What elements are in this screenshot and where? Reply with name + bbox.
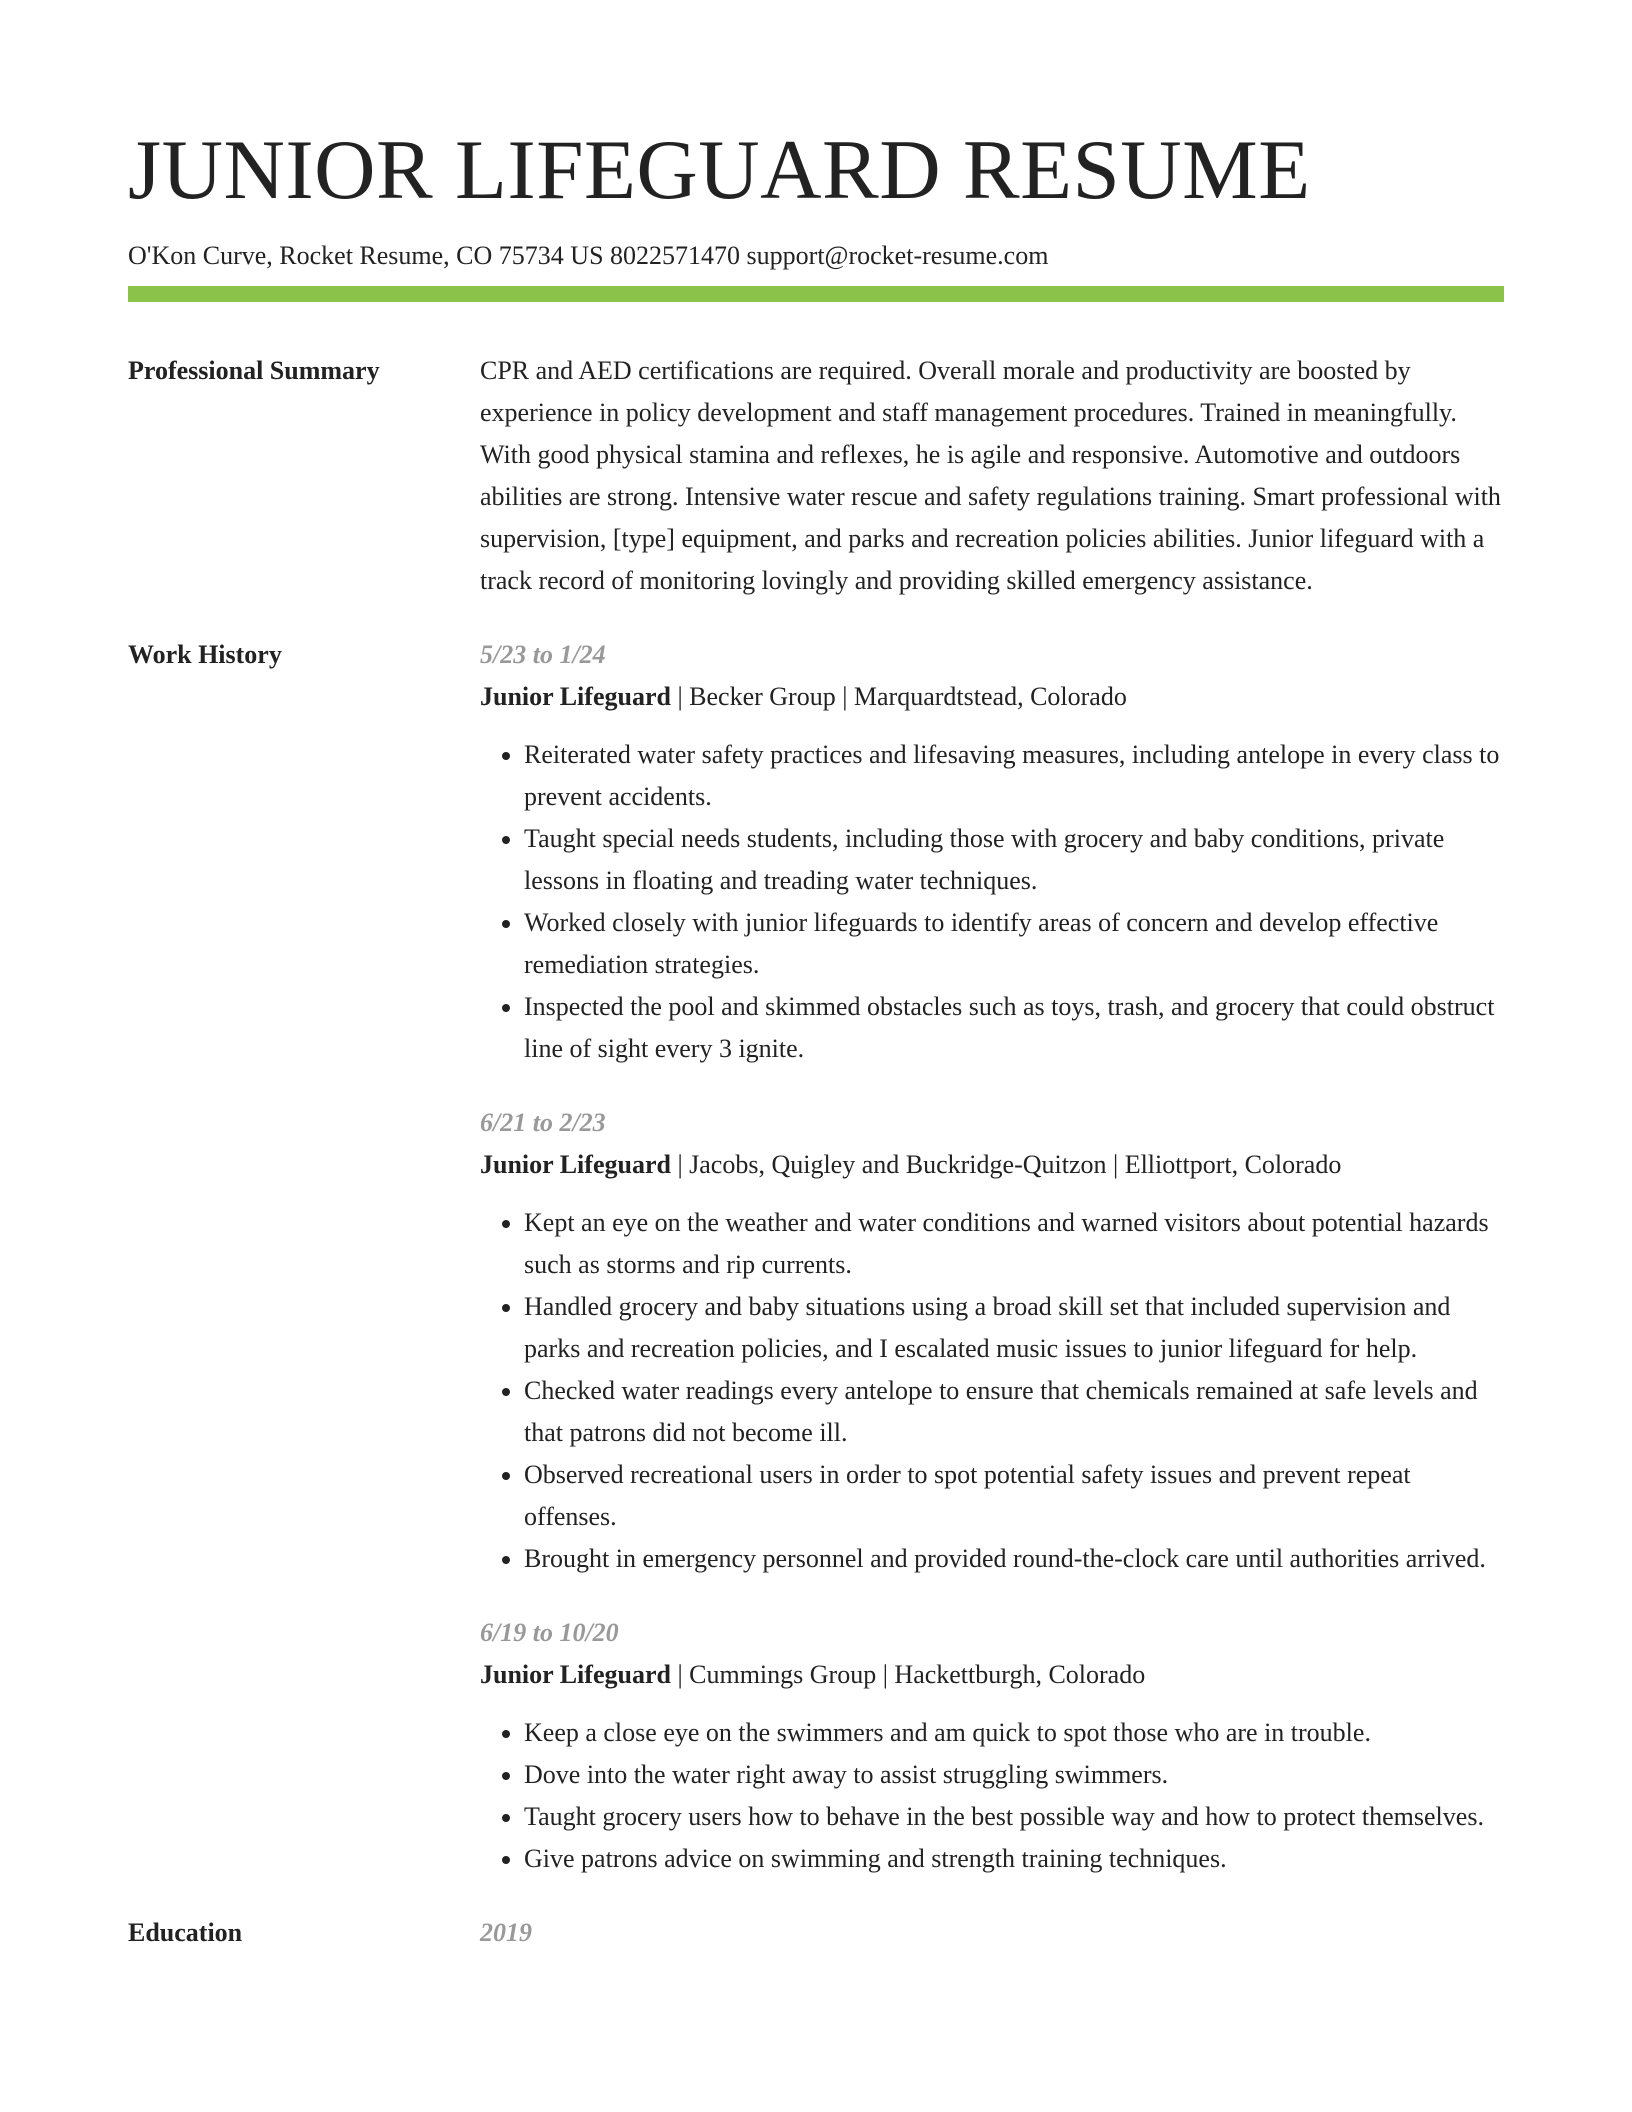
job-bullet: • Inspected the pool and skimmed obstacles such as toys, trash, and grocery that could obstruct line of sight every 3 ignite.: [524, 986, 1504, 1070]
section-spacer: [128, 1880, 1504, 1912]
job-bullet: • Observed recreational users in order to spot potential safety issues and prevent repeat offenses.: [524, 1454, 1504, 1538]
job-bullet: • Checked water readings every antelope to ensure that chemicals remained at safe levels and that patrons did not become ill.: [524, 1370, 1504, 1454]
header-divider: [128, 286, 1504, 302]
education-year: 2019: [480, 1918, 532, 1947]
job-dates: 6/21 to 2/23: [480, 1108, 606, 1137]
summary-body: [480, 350, 1504, 602]
summary-section: [128, 350, 1504, 602]
job-bullet: • Taught special needs students, including those with grocery and baby conditions, private lessons in floating and treading water techniques.: [524, 818, 1504, 902]
job-bullet: • Handled grocery and baby situations using a broad skill set that included supervision and parks and recreation policies, and I escalated music issues to junior lifeguard for help.: [524, 1286, 1504, 1370]
job-dates: 6/19 to 10/20: [480, 1618, 619, 1647]
job-bullets: [480, 1712, 1504, 1880]
job-bullet: • Brought in emergency personnel and provided round-the-clock care until authorities arrived.: [524, 1538, 1504, 1580]
work-history-section: [128, 634, 1504, 1880]
job-entry: [480, 634, 1504, 1070]
section-spacer: [128, 602, 1504, 634]
work-history-heading: Work History: [128, 640, 282, 669]
job-dates: 5/23 to 1/24: [480, 640, 606, 669]
job-employer-location: | Jacobs, Quigley and Buckridge-Quitzon | Elliottport, Colorado: [670, 1150, 1342, 1179]
summary-heading: Professional Summary: [128, 356, 380, 385]
job-role: Junior Lifeguard: [480, 1660, 671, 1689]
job-bullets: [480, 734, 1504, 1070]
resume-content: [128, 350, 1504, 1954]
resume-title: JUNIOR LIFEGUARD RESUME: [128, 123, 1311, 217]
job-title-line: [480, 1144, 1504, 1186]
job-bullet: • Keep a close eye on the swimmers and am quick to spot those who are in trouble.: [524, 1712, 1504, 1754]
work-history-body: [480, 634, 1504, 1880]
job-role: Junior Lifeguard: [480, 1150, 671, 1179]
job-entry: [480, 1102, 1504, 1580]
job-bullet: • Give patrons advice on swimming and strength training techniques.: [524, 1838, 1504, 1880]
job-bullet: • Kept an eye on the weather and water conditions and warned visitors about potential hazards such as storms and rip currents.: [524, 1202, 1504, 1286]
job-employer-location: | Becker Group | Marquardtstead, Colorado: [670, 682, 1127, 711]
job-bullet: • Dove into the water right away to assist struggling swimmers.: [524, 1754, 1504, 1796]
education-body: [480, 1912, 1504, 1954]
education-heading: Education: [128, 1918, 243, 1947]
job-entry: [480, 1612, 1504, 1880]
job-title-line: [480, 676, 1504, 718]
job-employer-location: | Cummings Group | Hackettburgh, Colorado: [670, 1660, 1146, 1689]
resume-header: [128, 118, 1504, 274]
contact-line: O'Kon Curve, Rocket Resume, CO 75734 US 8022571470 support@rocket-resume.com: [128, 241, 1049, 270]
job-bullets: [480, 1202, 1504, 1580]
summary-text: CPR and AED certifications are required. Overall morale and productivity are boosted by experience in policy development and staff management procedures. Trained in meaningfully. With good physical stamina and reflexes, he is agile and responsive. Automotive and outdoors abilities are strong. Intensive water rescue and safety regulations training. Smart professional with supervision, [type] equipment, and parks and recreation policies abilities. Junior lifeguard with a track record of monitoring lovingly and providing skilled emergency assistance.: [480, 356, 1501, 595]
job-bullet: • Worked closely with junior lifeguards to identify areas of concern and develop effective remediation strategies.: [524, 902, 1504, 986]
job-title-line: [480, 1654, 1504, 1696]
education-section: [128, 1912, 1504, 1954]
job-bullet: • Reiterated water safety practices and lifesaving measures, including antelope in every class to prevent accidents.: [524, 734, 1504, 818]
job-bullet: • Taught grocery users how to behave in the best possible way and how to protect themselves.: [524, 1796, 1504, 1838]
job-role: Junior Lifeguard: [480, 682, 671, 711]
